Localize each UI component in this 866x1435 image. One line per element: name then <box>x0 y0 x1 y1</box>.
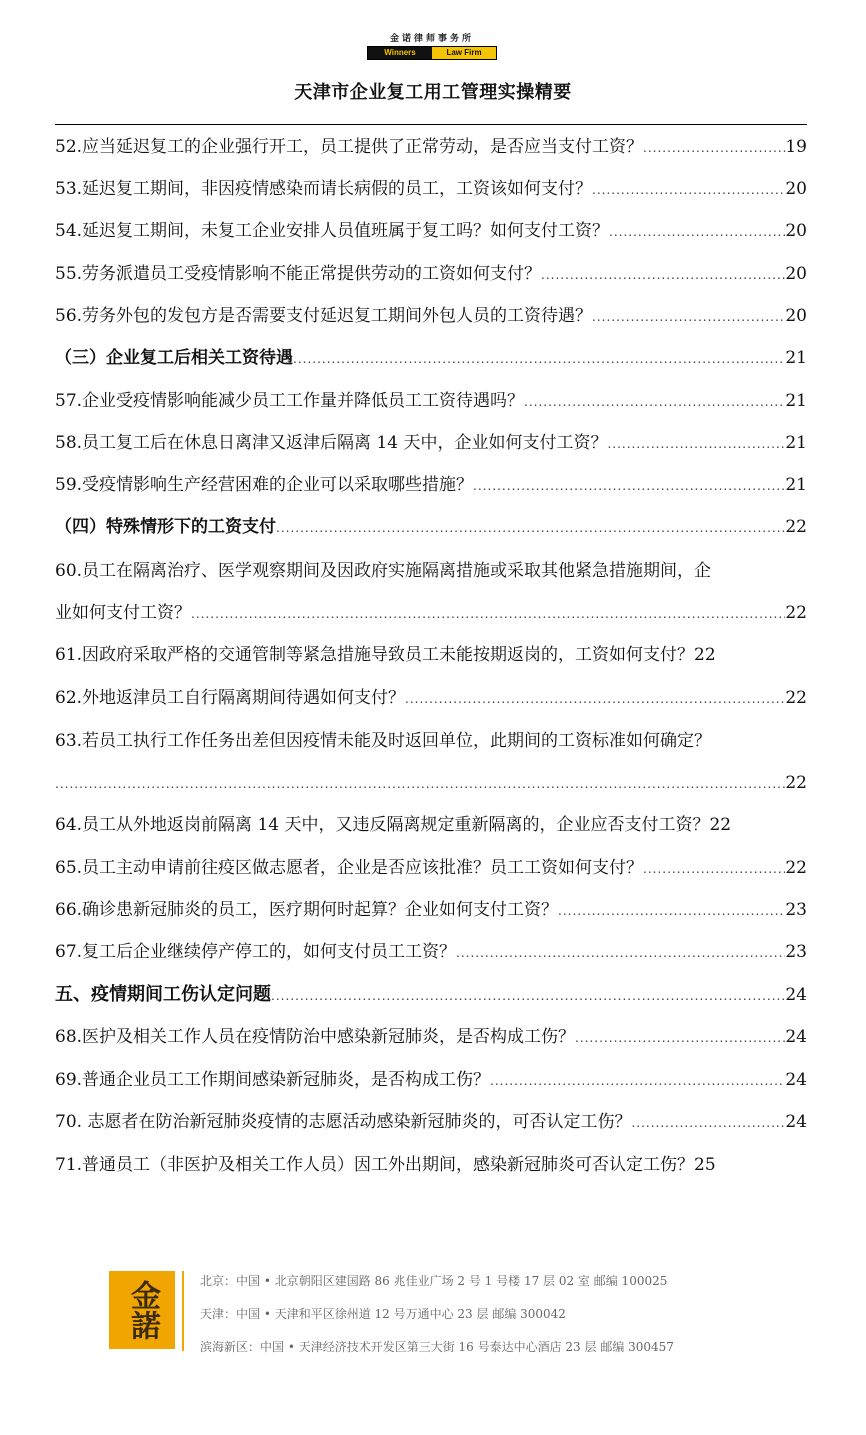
toc-page-number: 24 <box>785 985 807 1005</box>
toc-section-heading: （三）企业复工后相关工资待遇 <box>55 348 293 368</box>
toc-entry-text: 71.普通员工（非医护及相关工作人员）因工外出期间，感染新冠肺炎可否认定工伤？ <box>55 1155 695 1175</box>
toc-entry-70[interactable] <box>55 1109 807 1136</box>
toc-entry-text: 64.员工从外地返岗前隔离 14 天中，又违反隔离规定重新隔离的，企业应否支付工资？ <box>55 815 710 835</box>
toc-entry-text: 70. 志愿者在防治新冠肺炎疫情的志愿活动感染新冠肺炎的，可否认定工伤？ <box>55 1112 632 1132</box>
toc-chapter-5[interactable] <box>55 982 807 1009</box>
toc-entry-62[interactable] <box>55 685 807 712</box>
toc-leader-dots <box>643 856 785 882</box>
toc-page-number: 22 <box>785 773 807 793</box>
toc-entry-text: 57.企业受疫情影响能减少员工工作量并降低员工工资待遇吗？ <box>55 391 525 411</box>
toc-page-number: 21 <box>785 433 807 453</box>
footer-address-binhai: 滨海新区：中国 • 天津经济技术开发区第三大街 16 号泰达中心酒店 23 层 邮编 300457 <box>200 1340 674 1354</box>
toc-entry-56[interactable] <box>55 303 807 330</box>
toc-entry-60[interactable] <box>55 558 807 584</box>
toc-leader-dots <box>405 686 785 712</box>
toc-page-number: 22 <box>785 858 807 878</box>
logo-en-right: Law Firm <box>432 47 496 59</box>
toc-page-number: 23 <box>785 942 807 962</box>
toc-section-4[interactable] <box>55 514 807 541</box>
toc-entry-52[interactable] <box>55 134 807 161</box>
toc-leader-dots <box>490 1068 785 1094</box>
toc-entry-text: 59.受疫情影响生产经营困难的企业可以采取哪些措施？ <box>55 475 474 495</box>
toc-entry-65[interactable] <box>55 855 807 882</box>
toc-leader-dots <box>631 1110 785 1136</box>
toc-leader-dots <box>473 473 785 499</box>
toc-entry-53[interactable] <box>55 176 807 203</box>
toc-leader-dots <box>524 389 785 415</box>
toc-entry-text: 65.员工主动申请前往疫区做志愿者，企业是否应该批准？员工工资如何支付？ <box>55 858 644 878</box>
toc-entry-text: 62.外地返津员工自行隔离期间待遇如何支付？ <box>55 688 406 708</box>
toc-leader-dots <box>456 940 785 966</box>
toc-leader-dots <box>191 601 785 627</box>
toc-entry-68[interactable] <box>55 1024 807 1051</box>
toc-entry-text: 67.复工后企业继续停产停工的，如何支付员工工资？ <box>55 942 457 962</box>
toc-leader-dots <box>55 771 785 797</box>
toc-entry-text: 68.医护及相关工作人员在疫情防治中感染新冠肺炎，是否构成工伤？ <box>55 1027 576 1047</box>
toc-leader-dots <box>541 262 785 288</box>
toc-entry-63-cont[interactable] <box>55 770 807 797</box>
toc-entry-64[interactable] <box>55 812 833 838</box>
toc-entry-text: 52.应当延迟复工的企业强行开工，员工提供了正常劳动，是否应当支付工资？ <box>55 137 644 157</box>
toc-entry-text: 53.延迟复工期间，非因疫情感染而请长病假的员工，工资该如何支付？ <box>55 179 593 199</box>
toc-leader-dots <box>293 346 785 372</box>
toc-page-number: 24 <box>785 1027 807 1047</box>
toc-leader-dots <box>271 983 785 1009</box>
toc-entry-text: 55.劳务派遣员工受疫情影响不能正常提供劳动的工资如何支付？ <box>55 264 542 284</box>
toc-page-number: 20 <box>785 221 807 241</box>
toc-entry-54[interactable] <box>55 218 807 245</box>
toc-leader-dots <box>592 177 785 203</box>
toc-entry-text: 58.员工复工后在休息日离津又返津后隔离 14 天中，企业如何支付工资？ <box>55 433 608 453</box>
toc-entry-69[interactable] <box>55 1067 807 1094</box>
toc-entry-text: 66.确诊患新冠肺炎的员工，医疗期何时起算？企业如何支付工资？ <box>55 900 559 920</box>
logo-chinese-name: 金诺律师事务所 <box>389 34 474 44</box>
toc-page-number: 20 <box>785 306 807 326</box>
toc-entry-text: 56.劳务外包的发包方是否需要支付延迟复工期间外包人员的工资待遇？ <box>55 306 593 326</box>
toc-chapter-heading: 五、疫情期间工伤认定问题 <box>55 984 271 1005</box>
toc-entry-71[interactable] <box>55 1152 817 1178</box>
toc-entry-text: 60.员工在隔离治疗、医学观察期间及因政府实施隔离措施或采取其他紧急措施期间，企 <box>55 561 712 581</box>
toc-entry-58[interactable] <box>55 430 807 457</box>
toc-page-number: 23 <box>785 900 807 920</box>
toc-entry-text: 61.因政府采取严格的交通管制等紧急措施导致员工未能按期返岗的，工资如何支付？ <box>55 645 695 665</box>
toc-entry-55[interactable] <box>55 261 807 288</box>
footer-firm-logo <box>109 1271 175 1349</box>
footer-address-beijing: 北京：中国 • 北京朝阳区建国路 86 兆佳业广场 2 号 1 号楼 17 层 02 室 邮编 100025 <box>200 1274 668 1288</box>
logo-en-left: Winners <box>368 47 432 59</box>
toc-entry-59[interactable] <box>55 472 807 499</box>
toc-leader-dots <box>276 515 785 541</box>
toc-leader-dots <box>607 431 785 457</box>
toc-entry-61[interactable] <box>55 642 817 668</box>
toc-page-number: 22 <box>709 815 732 835</box>
toc-page-number: 22 <box>694 645 716 665</box>
toc-page-number: 21 <box>785 348 807 368</box>
toc-entry-67[interactable] <box>55 939 807 966</box>
footer-divider <box>182 1271 184 1351</box>
toc-page-number: 24 <box>785 1070 807 1090</box>
toc-leader-dots <box>643 135 785 161</box>
toc-leader-dots <box>592 304 785 330</box>
toc-page-number: 21 <box>785 475 807 495</box>
toc-page-number: 22 <box>785 688 807 708</box>
toc-entry-60-cont[interactable] <box>55 600 807 627</box>
toc-leader-dots <box>575 1025 785 1051</box>
toc-page-number: 21 <box>785 391 807 411</box>
toc-section-heading: （四）特殊情形下的工资支付 <box>55 517 276 537</box>
toc-entry-text: 业如何支付工资？ <box>55 603 191 623</box>
toc-page-number: 22 <box>785 517 807 537</box>
footer-address-tianjin: 天津：中国 • 天津和平区徐州道 12 号万通中心 23 层 邮编 300042 <box>200 1307 566 1321</box>
toc-entry-63[interactable] <box>55 728 807 754</box>
toc-page-number: 25 <box>694 1155 716 1175</box>
toc-entry-57[interactable] <box>55 388 807 415</box>
toc-section-3[interactable] <box>55 345 807 372</box>
toc-page-number: 20 <box>785 264 807 284</box>
toc-entry-text: 63.若员工执行工作任务出差但因疫情未能及时返回单位，此期间的工资标准如何确定？ <box>55 731 712 751</box>
toc-entry-text: 69.普通企业员工工作期间感染新冠肺炎，是否构成工伤？ <box>55 1070 491 1090</box>
toc-entry-text: 54.延迟复工期间，未复工企业安排人员值班属于复工吗？如何支付工资？ <box>55 221 610 241</box>
footer-logo-glyphs: 金諾 <box>125 1280 160 1340</box>
toc-page-number: 20 <box>785 179 807 199</box>
document-title: 天津市企业复工用工管理实操精要 <box>294 82 572 103</box>
toc-leader-dots <box>558 898 785 924</box>
toc-page-number: 24 <box>785 1112 807 1132</box>
toc-page-number: 22 <box>785 603 807 623</box>
toc-leader-dots <box>609 219 785 245</box>
toc-entry-66[interactable] <box>55 897 807 924</box>
toc-page-number: 19 <box>785 137 807 157</box>
